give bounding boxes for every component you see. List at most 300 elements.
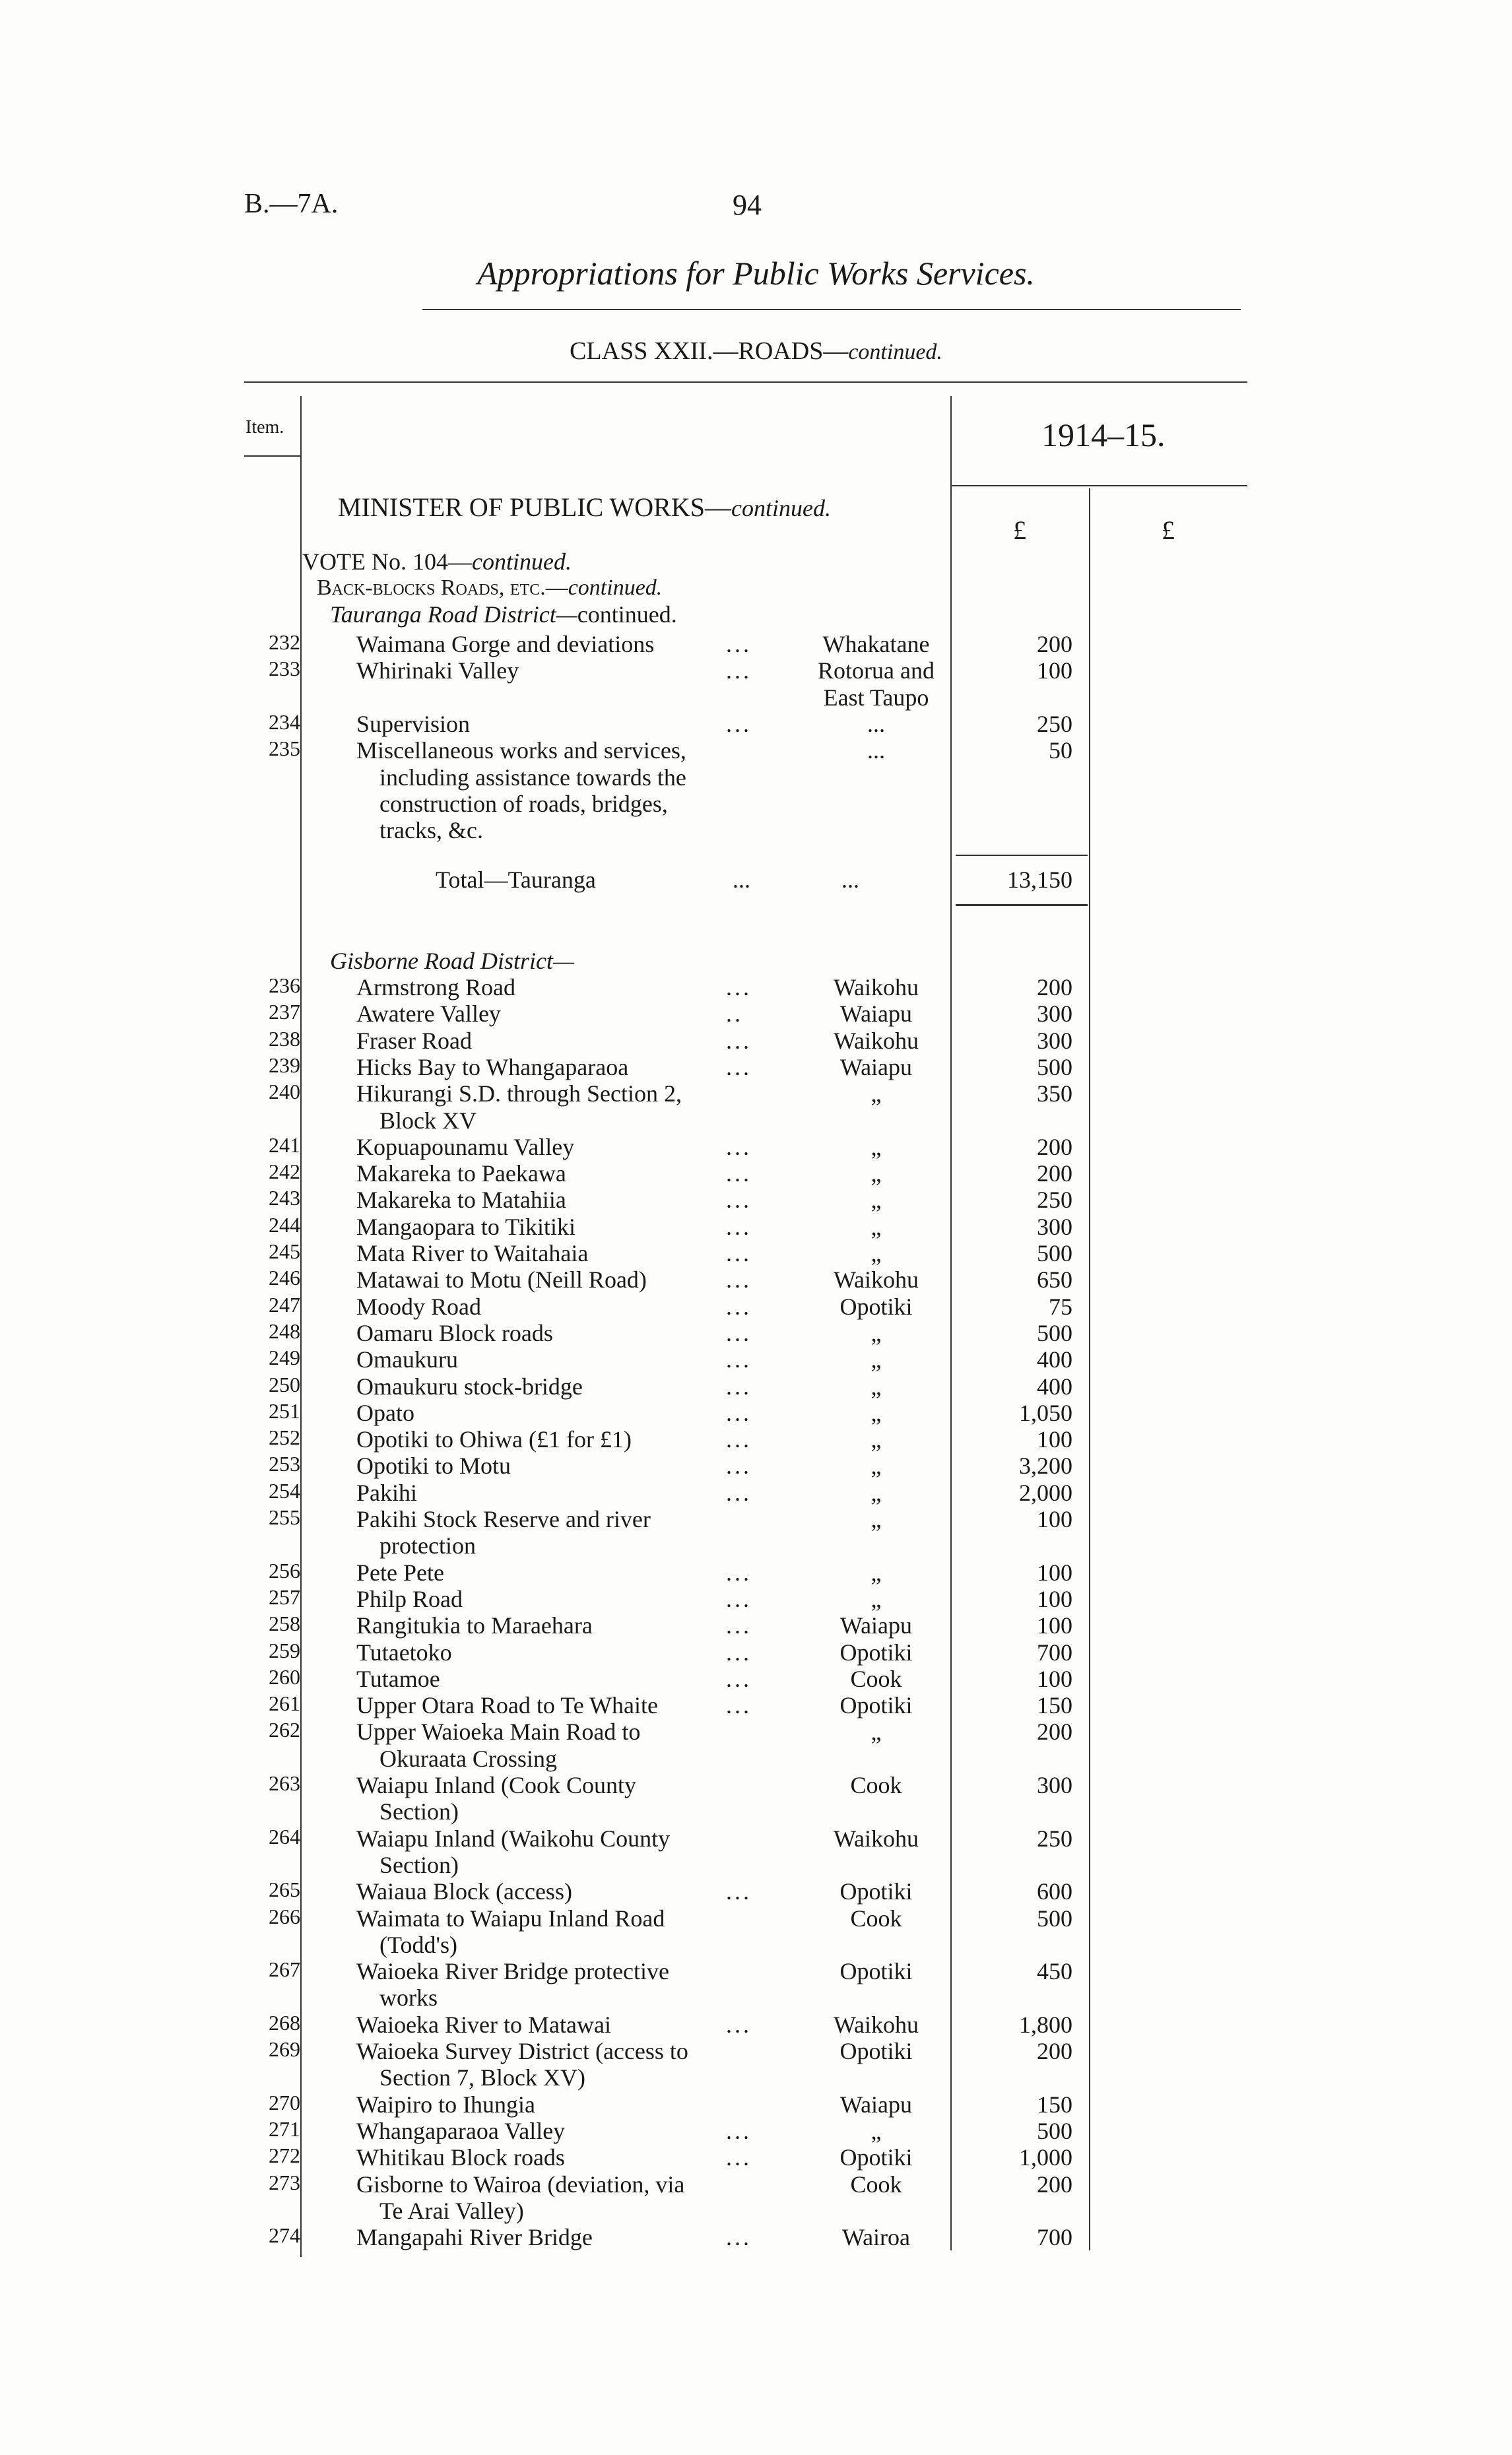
amount-cell	[0, 1399, 1512, 1425]
leader-dots: ...	[726, 1160, 752, 1187]
leader-dots: ...	[726, 1319, 752, 1346]
leader-dots: ...	[726, 1133, 752, 1160]
item-description: construction of roads, bridges,	[379, 790, 668, 817]
table-row	[0, 2197, 1512, 2223]
table-row	[0, 1532, 1512, 1558]
amount-cell	[0, 1691, 1512, 1718]
amount-value: 200	[1037, 1160, 1072, 1187]
table-row	[0, 790, 1512, 816]
item-number: 237	[269, 1000, 300, 1024]
amount-cell	[0, 736, 1512, 763]
amount-value: 350	[1037, 1080, 1072, 1107]
county-name: Opotiki	[839, 1692, 913, 1719]
item-number: 255	[269, 1505, 300, 1529]
item-description: Upper Waioeka Main Road to	[356, 1718, 641, 1746]
item-number: 267	[269, 1957, 300, 1982]
county-name: Waiapu	[839, 2091, 913, 2118]
county-name: „	[871, 1373, 882, 1400]
county-name: „	[871, 1426, 882, 1453]
item-description: Mata River to Waitahaia	[356, 1240, 589, 1266]
table-row	[0, 1745, 1512, 1771]
item-description: Waioeka River Bridge protective	[356, 1958, 669, 1985]
tauranga-total-label: Total—Tauranga	[436, 867, 596, 893]
item-description: Omaukuru stock-bridge	[356, 1373, 583, 1400]
minister-heading-text: MINISTER OF PUBLIC WORKS—	[338, 492, 731, 522]
item-number: 264	[269, 1824, 300, 1849]
leader-dots: ...	[726, 2011, 752, 2038]
county-name: „	[871, 1506, 882, 1532]
county-name: Opotiki	[839, 1958, 913, 1985]
total-top-rule	[956, 855, 1088, 856]
amount-cell	[0, 1825, 1512, 1851]
item-description: Okuraata Crossing	[379, 1745, 557, 1772]
leader-dots: ...	[726, 1692, 752, 1719]
table-row	[0, 2064, 1512, 2090]
amount-value: 150	[1037, 2091, 1072, 2118]
item-number: 266	[269, 1904, 300, 1928]
item-number: 244	[269, 1212, 300, 1237]
county-name: ...	[867, 737, 885, 764]
item-description: tracks, &c.	[379, 817, 483, 844]
item-number: 261	[269, 1691, 300, 1716]
amount-value: 500	[1037, 1240, 1072, 1266]
item-number: 270	[269, 2090, 300, 2114]
amount-value: 450	[1037, 1958, 1072, 1985]
amount-cell	[0, 1425, 1512, 1452]
item-description: Matawai to Motu (Neill Road)	[356, 1266, 647, 1293]
page-number: 94	[733, 189, 762, 221]
tauranga-heading-continued: continued.	[577, 601, 677, 628]
county-name: Opotiki	[839, 2144, 913, 2171]
county-name: Waiapu	[839, 1053, 913, 1080]
class-heading	[0, 337, 1512, 366]
district-cell	[0, 684, 1512, 710]
item-number: 273	[269, 2170, 300, 2194]
item-number: 256	[269, 1558, 300, 1583]
amount-value: 600	[1037, 1878, 1072, 1905]
title-rule	[422, 309, 1241, 310]
item-description: Gisborne to Wairoa (deviation, via	[356, 2171, 685, 2198]
item-description: Opato	[356, 1399, 414, 1426]
item-description: Waimana Gorge and deviations	[356, 631, 655, 657]
item-description: protection	[379, 1532, 476, 1559]
amount-cell	[0, 1080, 1512, 1106]
amount-value: 100	[1037, 1559, 1072, 1586]
county-name: „	[871, 1585, 882, 1612]
amount-value: 700	[1037, 1639, 1072, 1666]
leader-dots: ...	[726, 1213, 752, 1240]
amount-cell	[0, 1505, 1512, 1532]
item-description: Mangaopara to Tikitiki	[356, 1213, 575, 1240]
tauranga-heading-text: Tauranga Road District—	[330, 601, 577, 628]
item-number: 243	[269, 1186, 300, 1210]
amount-cell	[0, 1239, 1512, 1266]
county-name: Wairoa	[841, 2224, 911, 2251]
amount-value: 1,800	[1019, 2011, 1072, 2038]
item-description: Whangaparaoa Valley	[356, 2117, 566, 2144]
item-description: Opotiki to Motu	[356, 1453, 511, 1480]
leader-dots: ...	[726, 1479, 752, 1506]
amount-cell	[0, 1000, 1512, 1026]
item-number: 252	[269, 1425, 300, 1450]
amount-cell	[0, 2171, 1512, 2197]
item-number: 242	[269, 1160, 300, 1184]
amount-value: 200	[1037, 974, 1072, 1000]
amount-value: 300	[1037, 1772, 1072, 1798]
leader-dots: ..	[726, 1000, 743, 1028]
amount-value: 500	[1037, 2117, 1072, 2144]
item-description: Waiapu Inland (Cook County	[356, 1772, 637, 1798]
amount-cell	[0, 2037, 1512, 2064]
item-number: 251	[269, 1398, 300, 1423]
item-number: 246	[269, 1266, 300, 1290]
item-description: Pakihi Stock Reserve and river	[356, 1506, 651, 1532]
table-row	[0, 1851, 1512, 1878]
item-number: 260	[269, 1664, 300, 1689]
item-description: Awatere Valley	[356, 1000, 501, 1028]
item-description: Waimata to Waiapu Inland Road	[356, 1905, 665, 1932]
item-number: 272	[269, 2144, 300, 2168]
county-name: Opotiki	[839, 1293, 913, 1320]
item-description: Waioeka River to Matawai	[356, 2011, 611, 2038]
table-row	[0, 816, 1512, 843]
item-number: 271	[269, 2116, 300, 2141]
item-description: Waioeka Survey District (access to	[356, 2038, 688, 2064]
item-description: Section 7, Block XV)	[379, 2064, 585, 2091]
pound-sign-2: £	[1162, 515, 1175, 545]
item-description: Moody Road	[356, 1293, 481, 1320]
county-name: Waikohu	[833, 1027, 919, 1054]
item-number: 257	[269, 1585, 300, 1609]
item-number: 236	[269, 973, 300, 997]
county-name: Waiapu	[839, 1612, 913, 1639]
amount-cell	[0, 1718, 1512, 1744]
year-column-header: 1914–15.	[1041, 416, 1166, 453]
item-description: Pete Pete	[356, 1559, 444, 1586]
item-description: Fraser Road	[356, 1027, 472, 1054]
leader-dots: ...	[726, 1639, 752, 1666]
county-name: „	[871, 1346, 882, 1373]
leader-dots: ...	[726, 710, 752, 737]
item-number: 238	[269, 1026, 300, 1051]
item-description: Supervision	[356, 710, 471, 737]
total-bottom-rule	[956, 904, 1088, 906]
leader-dots: ...	[726, 1559, 752, 1586]
amount-value: 500	[1037, 1319, 1072, 1346]
class-heading-text: CLASS XXII.—ROADS—	[570, 337, 849, 365]
leader-dots: ...	[726, 1240, 752, 1266]
amount-value: 300	[1037, 1027, 1072, 1054]
amount-cell	[0, 1293, 1512, 1319]
county-name: „	[871, 1240, 882, 1266]
item-description: Rangitukia to Maraehara	[356, 1612, 593, 1639]
item-number: 249	[269, 1346, 300, 1370]
leader-dots: ...	[726, 631, 752, 657]
item-header-rule	[244, 455, 300, 457]
amount-value: 300	[1037, 1213, 1072, 1240]
leader-dots: ...	[726, 974, 752, 1000]
item-description: Upper Otara Road to Te Whaite	[356, 1692, 658, 1719]
leader-dots: ...	[726, 1293, 752, 1320]
amount-cell	[0, 2144, 1512, 2170]
amount-cell	[0, 1612, 1512, 1638]
amount-value: 200	[1037, 2171, 1072, 2198]
item-number: 254	[269, 1478, 300, 1503]
item-number: 269	[269, 2037, 300, 2061]
item-number: 240	[269, 1080, 300, 1104]
amount-cell	[0, 1665, 1512, 1691]
item-number: 274	[269, 2223, 300, 2248]
leader-dots: ...	[726, 657, 752, 684]
amount-value: 200	[1037, 2038, 1072, 2064]
amount-cell	[0, 630, 1512, 657]
tauranga-total-dots: ...	[841, 867, 859, 893]
amount-value: 200	[1037, 1718, 1072, 1746]
county-name: Cook	[850, 1905, 902, 1932]
amount-cell	[0, 1346, 1512, 1372]
item-description: Miscellaneous works and services,	[356, 737, 686, 764]
leader-dots: ...	[726, 2144, 752, 2171]
item-number: 265	[269, 1878, 300, 1902]
amount-cell	[0, 710, 1512, 736]
amount-value: 100	[1037, 1426, 1072, 1453]
pound-sign-1: £	[1013, 515, 1026, 545]
county-name: Opotiki	[839, 2038, 913, 2064]
amount-cell	[0, 2011, 1512, 2037]
amount-cell	[0, 1878, 1512, 1904]
item-description: Mangapahi River Bridge	[356, 2224, 593, 2251]
item-number: 248	[269, 1319, 300, 1343]
amount-cell	[0, 2117, 1512, 2144]
year-header-rule	[950, 485, 1247, 486]
county-name: „	[871, 1718, 882, 1746]
item-number: 250	[269, 1372, 300, 1396]
county-name: ...	[867, 710, 885, 737]
table-row	[0, 1798, 1512, 1824]
class-heading-continued: continued.	[848, 340, 942, 364]
amount-cell	[0, 1771, 1512, 1798]
item-description: Makareka to Paekawa	[356, 1160, 566, 1187]
county-name: East Taupo	[823, 684, 929, 711]
amount-value: 3,200	[1019, 1453, 1072, 1480]
backblocks-heading-text: Back-blocks Roads, etc.—	[317, 575, 568, 600]
table-row	[0, 764, 1512, 790]
county-name: Opotiki	[839, 1878, 913, 1905]
amount-cell	[0, 1186, 1512, 1212]
item-number: 245	[269, 1239, 300, 1263]
county-name: Waikohu	[833, 2011, 919, 2038]
item-number: 241	[269, 1132, 300, 1157]
amount-value: 400	[1037, 1346, 1072, 1373]
item-number: 259	[269, 1638, 300, 1662]
amount-value: 650	[1037, 1266, 1072, 1293]
leader-dots: ...	[726, 1187, 752, 1214]
amount-value: 500	[1037, 1905, 1072, 1932]
backblocks-heading-continued: continued.	[568, 575, 663, 600]
tauranga-heading	[330, 601, 677, 628]
amount-value: 100	[1037, 657, 1072, 684]
item-description: Section)	[379, 1851, 459, 1878]
county-name: Cook	[850, 2171, 902, 2198]
tauranga-total-amount: 13,150	[1007, 867, 1072, 893]
county-name: Waikohu	[833, 974, 919, 1000]
county-name: „	[871, 1160, 882, 1187]
item-description: Omaukuru	[356, 1346, 458, 1373]
item-description: Opotiki to Ohiwa (£1 for £1)	[356, 1426, 632, 1453]
amount-value: 200	[1037, 1133, 1072, 1160]
county-name: Waiapu	[839, 1000, 913, 1028]
vote-heading-continued: continued.	[471, 548, 572, 575]
amount-value: 50	[1049, 737, 1072, 764]
item-description: including assistance towards the	[379, 764, 686, 791]
document-reference: B.—7A.	[244, 189, 339, 219]
item-number: 263	[269, 1771, 300, 1795]
leader-dots: ...	[726, 1585, 752, 1612]
item-description: Tutaetoko	[356, 1639, 452, 1666]
item-number: 258	[269, 1612, 300, 1636]
item-description: Waipiro to Ihungia	[356, 2091, 536, 2118]
amount-cell	[0, 1266, 1512, 1292]
amount-value: 2,000	[1019, 1479, 1072, 1506]
minister-heading	[338, 492, 831, 523]
county-name: „	[871, 1559, 882, 1586]
item-number: 235	[269, 736, 300, 761]
table-top-rule	[244, 381, 1247, 383]
amount-value: 250	[1037, 710, 1072, 737]
page-title: Appropriations for Public Works Services.	[477, 255, 1035, 292]
amount-cell	[0, 1479, 1512, 1505]
table-row	[0, 1107, 1512, 1133]
item-description: Pakihi	[356, 1479, 418, 1506]
item-description: Block XV	[379, 1107, 477, 1134]
item-description: Tutamoe	[356, 1665, 440, 1692]
amount-value: 1,050	[1019, 1399, 1072, 1426]
amount-cell	[0, 1133, 1512, 1160]
amount-cell	[0, 1160, 1512, 1186]
item-description: Makareka to Matahiia	[356, 1187, 566, 1214]
leader-dots: ...	[726, 1373, 752, 1400]
item-number: 234	[269, 709, 300, 734]
leader-dots: ...	[726, 1053, 752, 1080]
item-description: Whitikau Block roads	[356, 2144, 565, 2171]
leader-dots: ...	[726, 1426, 752, 1453]
amount-value: 200	[1037, 631, 1072, 657]
item-description: Waiapu Inland (Waikohu County	[356, 1825, 671, 1852]
county-name: „	[871, 2117, 882, 2144]
county-name: Whakatane	[822, 631, 930, 657]
amount-cell	[0, 1452, 1512, 1478]
item-description: works	[379, 1984, 438, 2012]
item-description: Armstrong Road	[356, 974, 515, 1000]
item-description: Hikurangi S.D. through Section 2,	[356, 1080, 682, 1107]
vote-heading	[302, 548, 572, 575]
amount-value: 100	[1037, 1665, 1072, 1692]
amount-cell	[0, 1585, 1512, 1612]
amount-cell	[0, 1053, 1512, 1080]
county-name: „	[871, 1133, 882, 1160]
amount-value: 100	[1037, 1585, 1072, 1612]
leader-dots: ...	[726, 1346, 752, 1373]
county-name: Cook	[850, 1665, 902, 1692]
item-description: Whirinaki Valley	[356, 657, 519, 684]
amount-value: 150	[1037, 1692, 1072, 1719]
amount-cell	[0, 1957, 1512, 1984]
item-number: 253	[269, 1452, 300, 1476]
item-description: Section)	[379, 1798, 459, 1825]
minister-heading-continued: continued.	[731, 495, 831, 521]
amount-cell	[0, 657, 1512, 683]
county-name: Cook	[850, 1772, 902, 1798]
leader-dots: ...	[726, 1399, 752, 1426]
amount-value: 300	[1037, 1000, 1072, 1028]
leader-dots: ...	[726, 1878, 752, 1905]
amount-value: 250	[1037, 1825, 1072, 1852]
amount-cell	[0, 2091, 1512, 2117]
county-name: „	[871, 1080, 882, 1107]
leader-dots: ...	[726, 2117, 752, 2144]
county-name: „	[871, 1453, 882, 1480]
item-description: Waiaua Block (access)	[356, 1878, 572, 1905]
item-description: (Todd's)	[379, 1931, 457, 1958]
item-number: 268	[269, 2010, 300, 2035]
county-name: „	[871, 1187, 882, 1214]
county-name: Rotorua and	[818, 657, 935, 684]
amount-cell	[0, 1213, 1512, 1239]
backblocks-heading	[317, 575, 662, 601]
amount-value: 100	[1037, 1506, 1072, 1532]
item-number: 262	[269, 1718, 300, 1742]
gisborne-heading: Gisborne Road District—	[330, 948, 575, 974]
item-number: 232	[269, 630, 300, 654]
item-description: Te Arai Valley)	[379, 2197, 524, 2224]
amount-cell	[0, 1559, 1512, 1585]
amount-value: 100	[1037, 1612, 1072, 1639]
amount-value: 250	[1037, 1187, 1072, 1214]
county-name: Waikohu	[833, 1266, 919, 1293]
leader-dots: ...	[726, 1453, 752, 1480]
amount-cell	[0, 1319, 1512, 1346]
leader-dots: ...	[726, 2224, 752, 2251]
item-description: Hicks Bay to Whangaparaoa	[356, 1053, 629, 1080]
leader-dots: ...	[726, 1027, 752, 1054]
leader-dots: ...	[726, 1665, 752, 1692]
item-number: 239	[269, 1053, 300, 1077]
amount-cell	[0, 1373, 1512, 1399]
county-name: „	[871, 1399, 882, 1426]
amount-value: 1,000	[1019, 2144, 1072, 2171]
leader-dots: ...	[726, 1612, 752, 1639]
leader-dots: ...	[726, 1266, 752, 1293]
item-number: 233	[269, 657, 300, 681]
item-description: Philp Road	[356, 1585, 463, 1612]
amount-cell	[0, 1905, 1512, 1931]
amount-value: 400	[1037, 1373, 1072, 1400]
item-description: Oamaru Block roads	[356, 1319, 553, 1346]
amount-value: 500	[1037, 1053, 1072, 1080]
tauranga-total-dots: ...	[733, 867, 750, 893]
item-column-header: Item.	[246, 417, 284, 438]
amount-value: 75	[1049, 1293, 1072, 1320]
amount-cell	[0, 973, 1512, 1000]
county-name: Opotiki	[839, 1639, 913, 1666]
amount-cell	[0, 1027, 1512, 1053]
amount-value: 700	[1037, 2224, 1072, 2251]
item-number: 247	[269, 1292, 300, 1317]
county-name: „	[871, 1319, 882, 1346]
item-description: Kopuapounamu Valley	[356, 1133, 575, 1160]
table-row	[0, 1931, 1512, 1957]
county-name: „	[871, 1479, 882, 1506]
